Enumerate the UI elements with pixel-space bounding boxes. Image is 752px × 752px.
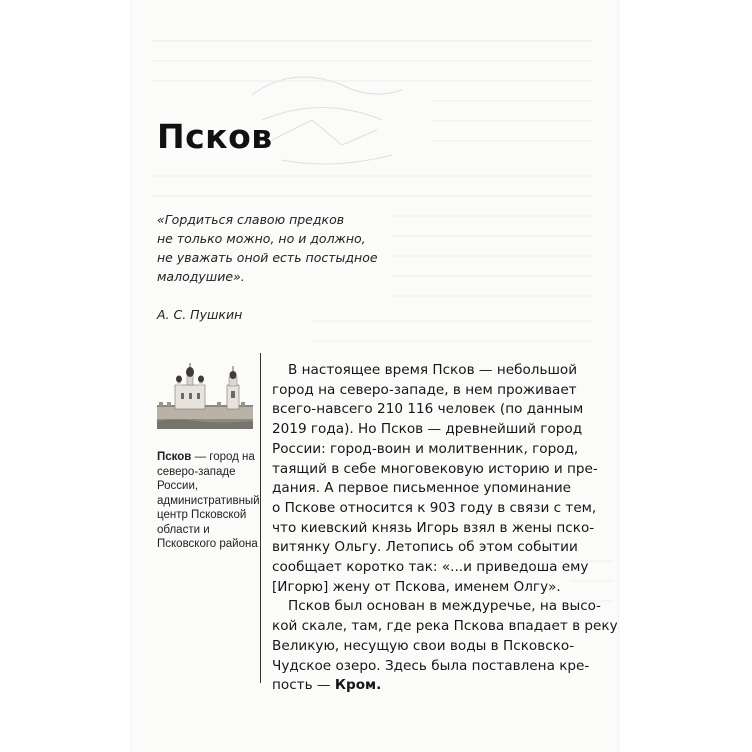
text-line: таящий в себе многовековую историю и пре- <box>272 460 598 477</box>
text-line: витянку Ольгу. Летопись об этом событии <box>272 539 578 556</box>
text-line-last <box>272 676 602 696</box>
text-line: России: город-воин и молитвенник, город, <box>272 440 579 457</box>
text-line: Чудское озеро. Здесь была поставлена кре- <box>272 657 590 674</box>
text-line: Псков был основан в междуречье, на высо- <box>288 598 601 615</box>
sidebar-divider <box>260 353 261 683</box>
text-segment: пость — <box>272 677 335 694</box>
text-line: кой скале, там, где река Пскова впадает в реку <box>272 618 618 635</box>
text-line: сообщает коротко так: «...и приведоша ему <box>272 559 589 576</box>
caption-term: Псков <box>157 451 192 463</box>
chapter-title: Псков <box>157 117 273 157</box>
text-line: что киевский князь Игорь взял в жены пско- <box>272 519 595 536</box>
epigraph-line: малодушие». <box>157 269 245 284</box>
text-line: В настоящее время Псков — небольшой <box>288 362 578 378</box>
epigraph-line: не уважать оной есть постыдное <box>157 250 378 265</box>
text-line: город на северо-западе, в нем проживает <box>272 381 577 398</box>
kremlin-term: Кром. <box>334 677 382 694</box>
text-line: всего-навсего 210 116 человек (по данным <box>272 401 584 418</box>
text-line: о Пскове относится к 903 году в связи с тем, <box>272 499 597 516</box>
epigraph-author: А. С. Пушкин <box>157 307 243 322</box>
text-line: дания. А первое письменное упоминание <box>272 480 572 497</box>
main-text <box>272 361 618 696</box>
text-line: Великую, несущую свои воды в Псковско- <box>272 637 575 654</box>
epigraph-line: «Гордиться славою предков <box>157 212 345 227</box>
caption-definition: — город на северо-западе России, административный центр Псковской области и Псковского района <box>157 451 260 550</box>
kremlin-illustration <box>157 363 253 429</box>
epigraph-line: не только можно, но и должно, <box>157 231 366 246</box>
text-line: 2019 года). Но Псков — древнейший город <box>272 421 583 438</box>
text-line: [Игорю] жену от Пскова, именем Олгу». <box>272 578 561 595</box>
sidebar-caption <box>157 450 259 552</box>
epigraph-quote <box>157 210 387 286</box>
